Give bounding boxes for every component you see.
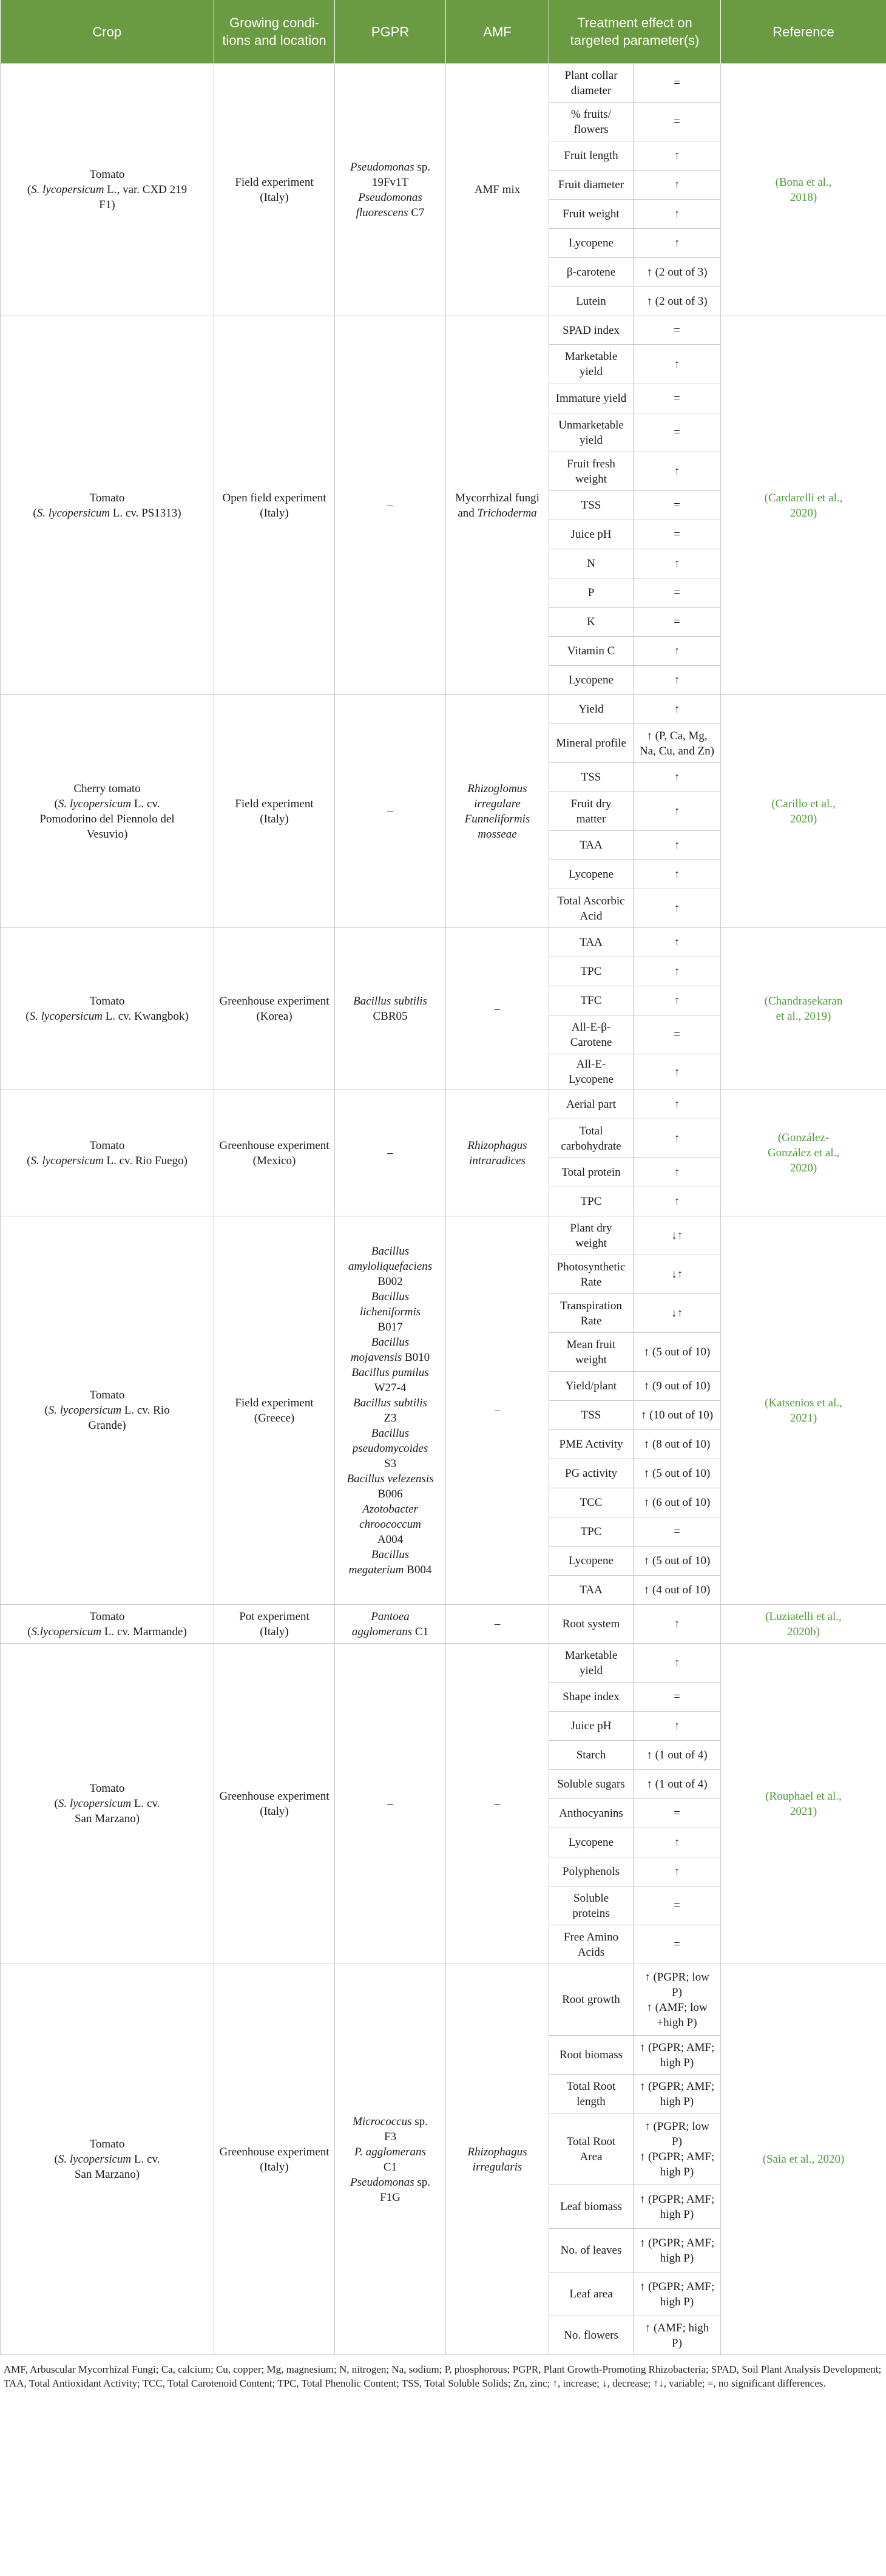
cell-effect: ↑ bbox=[634, 695, 721, 724]
cell-effect: ↑ (8 out of 10) bbox=[634, 1430, 721, 1459]
cell-parameter: Yield bbox=[549, 695, 634, 724]
cell-reference[interactable]: (Luziatelli et al., 2020b) bbox=[721, 1605, 886, 1644]
table-row bbox=[1, 316, 886, 345]
cell-effect: ↑ bbox=[634, 957, 721, 986]
cell-effect: = bbox=[634, 491, 721, 520]
cell-effect: ↑ bbox=[634, 1090, 721, 1119]
cell-parameter: Lutein bbox=[549, 287, 634, 316]
cell-pgpr: Micrococcus sp. F3 P. agglomerans C1 Pseudomonas sp. F1G bbox=[335, 1964, 446, 2355]
cell-crop: Cherry tomato (S. lycopersicum L. cv. Pomodorino del Piennolo del Vesuvio) bbox=[1, 695, 214, 928]
cell-pgpr: – bbox=[335, 1644, 446, 1964]
cell-effect: ↑ (PGPR; AMF; high P) bbox=[634, 2075, 721, 2113]
cell-effect: ↑ bbox=[634, 1712, 721, 1741]
cell-parameter: Lycopene bbox=[549, 229, 634, 258]
cell-effect: = bbox=[634, 1925, 721, 1964]
cell-effect: = bbox=[634, 1517, 721, 1547]
cell-parameter: Fruit fresh weight bbox=[549, 452, 634, 491]
cell-effect: ↑ bbox=[634, 1158, 721, 1187]
cell-effect: ↓↑ bbox=[634, 1216, 721, 1255]
cell-effect: ↑ (1 out of 4) bbox=[634, 1741, 721, 1770]
cell-parameter: PME Activity bbox=[549, 1430, 634, 1459]
cell-crop: Tomato (S.lycopersicum L. cv. Marmande) bbox=[1, 1605, 214, 1644]
cell-reference[interactable]: (Bona et al., 2018) bbox=[721, 64, 886, 316]
cell-parameter: Polyphenols bbox=[549, 1857, 634, 1886]
cell-parameter: No. flowers bbox=[549, 2316, 634, 2355]
cell-effect: ↑ bbox=[634, 1644, 721, 1683]
cell-effect: = bbox=[634, 1683, 721, 1712]
cell-pgpr: – bbox=[335, 316, 446, 695]
cell-parameter: All-E-β- Carotene bbox=[549, 1015, 634, 1054]
cell-parameter: Total Ascorbic Acid bbox=[549, 889, 634, 928]
cell-parameter: Yield/plant bbox=[549, 1372, 634, 1401]
cell-effect: ↑ (6 out of 10) bbox=[634, 1488, 721, 1517]
cell-effect: ↑ (PGPR; AMF; high P) bbox=[634, 2185, 721, 2229]
cell-growing-conditions: Greenhouse experiment (Italy) bbox=[214, 1964, 335, 2355]
cell-effect: ↑ bbox=[634, 831, 721, 860]
cell-growing-conditions: Field experiment (Italy) bbox=[214, 64, 335, 316]
cell-parameter: Soluble proteins bbox=[549, 1886, 634, 1925]
cell-effect: ↑ (AMF; high P) bbox=[634, 2316, 721, 2355]
cell-parameter: All-E-Lycopene bbox=[549, 1054, 634, 1090]
cell-pgpr: Bacillus amyloliquefaciens B002 Bacillus licheniformis B017 Bacillus mojavensis B010 Bacillus pumilus W27-4 Bacillus subtilis Z3 Bacillus pseudomycoides S3 Bacillus velezensis B006 Azotobacter chroococcum A004 Bacillus megaterium B004 bbox=[335, 1216, 446, 1605]
cell-parameter: SPAD index bbox=[549, 316, 634, 345]
cell-parameter: Root growth bbox=[549, 1964, 634, 2036]
cell-parameter: Unmarketable yield bbox=[549, 413, 634, 452]
cell-reference[interactable]: (González- González et al., 2020) bbox=[721, 1090, 886, 1216]
cell-parameter: Total Root Area bbox=[549, 2113, 634, 2185]
cell-effect: ↑ bbox=[634, 666, 721, 695]
cell-effect: ↑ (PGPR; AMF; high P) bbox=[634, 2273, 721, 2316]
cell-effect: ↑ (5 out of 10) bbox=[634, 1459, 721, 1488]
header-crop: Crop bbox=[1, 0, 214, 64]
cell-amf: Mycorrhizal fungi and Trichoderma bbox=[446, 316, 549, 695]
cell-effect: = bbox=[634, 578, 721, 608]
cell-reference[interactable]: (Katsenios et al., 2021) bbox=[721, 1216, 886, 1605]
cell-parameter: Root system bbox=[549, 1605, 634, 1644]
cell-amf: – bbox=[446, 928, 549, 1090]
cell-parameter: Vitamin C bbox=[549, 637, 634, 666]
cell-effect: ↑ bbox=[634, 345, 721, 384]
cell-parameter: N bbox=[549, 549, 634, 578]
cell-parameter: PG activity bbox=[549, 1459, 634, 1488]
cell-effect: ↑ bbox=[634, 1119, 721, 1158]
table-row bbox=[1, 1644, 886, 1683]
cell-parameter: Shape index bbox=[549, 1683, 634, 1712]
cell-parameter: Plant dry weight bbox=[549, 1216, 634, 1255]
cell-effect: = bbox=[634, 608, 721, 637]
cell-effect: ↑ (5 out of 10) bbox=[634, 1547, 721, 1576]
cell-crop: Tomato (S. lycopersicum L. cv. Rio Fuego) bbox=[1, 1090, 214, 1216]
cell-parameter: TPC bbox=[549, 957, 634, 986]
cell-reference[interactable]: (Carillo et al., 2020) bbox=[721, 695, 886, 928]
cell-parameter: Root biomass bbox=[549, 2036, 634, 2075]
cell-effect: ↑ (1 out of 4) bbox=[634, 1770, 721, 1799]
cell-amf: Rhizophagus intraradices bbox=[446, 1090, 549, 1216]
table-row bbox=[1, 1605, 886, 1644]
cell-parameter: Fruit length bbox=[549, 141, 634, 171]
cell-parameter: Total Root length bbox=[549, 2075, 634, 2113]
cell-pgpr: – bbox=[335, 1090, 446, 1216]
cell-effect: = bbox=[634, 64, 721, 103]
cell-parameter: Total carbohydrate bbox=[549, 1119, 634, 1158]
cell-effect: ↑ bbox=[634, 171, 721, 200]
cell-growing-conditions: Pot experiment (Italy) bbox=[214, 1605, 335, 1644]
cell-reference[interactable]: (Chandrasekaran et al., 2019) bbox=[721, 928, 886, 1090]
cell-parameter: Starch bbox=[549, 1741, 634, 1770]
cell-effect: ↑ bbox=[634, 889, 721, 928]
cell-amf: – bbox=[446, 1605, 549, 1644]
table-row bbox=[1, 928, 886, 957]
cell-parameter: K bbox=[549, 608, 634, 637]
cell-effect: ↑ bbox=[634, 229, 721, 258]
cell-effect: ↑ bbox=[634, 1857, 721, 1886]
cell-parameter: Photosynthetic Rate bbox=[549, 1255, 634, 1294]
cell-parameter: Juice pH bbox=[549, 1712, 634, 1741]
cell-parameter: Mean fruit weight bbox=[549, 1333, 634, 1372]
cell-effect: ↑ bbox=[634, 549, 721, 578]
cell-pgpr: – bbox=[335, 695, 446, 928]
cell-crop: Tomato (S. lycopersicum L. cv. San Marzano) bbox=[1, 1644, 214, 1964]
cell-parameter: Fruit weight bbox=[549, 200, 634, 229]
cell-parameter: Anthocyanins bbox=[549, 1799, 634, 1828]
table-body bbox=[1, 64, 886, 2355]
cell-growing-conditions: Field experiment (Italy) bbox=[214, 695, 335, 928]
cell-effect: ↑ (10 out of 10) bbox=[634, 1401, 721, 1430]
cell-parameter: Plant collar diameter bbox=[549, 64, 634, 103]
cell-pgpr: Pseudomonas sp. 19Fv1T Pseudomonas fluorescens C7 bbox=[335, 64, 446, 316]
cell-effect: ↑ (P, Ca, Mg, Na, Cu, and Zn) bbox=[634, 724, 721, 763]
cell-parameter: TAA bbox=[549, 831, 634, 860]
cell-effect: ↑ (PGPR; AMF; high P) bbox=[634, 2036, 721, 2075]
cell-parameter: TSS bbox=[549, 491, 634, 520]
cell-effect: ↑ bbox=[634, 452, 721, 491]
cell-effect: = bbox=[634, 384, 721, 413]
cell-parameter: TAA bbox=[549, 1576, 634, 1605]
table-row bbox=[1, 695, 886, 724]
cell-reference[interactable]: (Rouphael et al., 2021) bbox=[721, 1644, 886, 1964]
cell-effect: ↑ (4 out of 10) bbox=[634, 1576, 721, 1605]
cell-effect: = bbox=[634, 103, 721, 141]
cell-effect: ↑ (2 out of 3) bbox=[634, 258, 721, 287]
cell-reference[interactable]: (Cardarelli et al., 2020) bbox=[721, 316, 886, 695]
cell-parameter: % fruits/ flowers bbox=[549, 103, 634, 141]
cell-parameter: TPC bbox=[549, 1517, 634, 1547]
cell-amf: – bbox=[446, 1216, 549, 1605]
cell-parameter: TFC bbox=[549, 986, 634, 1015]
cell-parameter: TSS bbox=[549, 1401, 634, 1430]
cell-growing-conditions: Open field experiment (Italy) bbox=[214, 316, 335, 695]
cell-pgpr: Pantoea agglomerans C1 bbox=[335, 1605, 446, 1644]
header-reference: Reference bbox=[721, 0, 886, 64]
cell-growing-conditions: Field experiment (Greece) bbox=[214, 1216, 335, 1605]
cell-parameter: Aerial part bbox=[549, 1090, 634, 1119]
cell-crop: Tomato (S. lycopersicum L. cv. Kwangbok) bbox=[1, 928, 214, 1090]
cell-effect: = bbox=[634, 316, 721, 345]
cell-parameter: Fruit dry matter bbox=[549, 792, 634, 831]
cell-parameter: Juice pH bbox=[549, 520, 634, 549]
cell-growing-conditions: Greenhouse experiment (Mexico) bbox=[214, 1090, 335, 1216]
cell-effect: ↑ bbox=[634, 1828, 721, 1857]
cell-parameter: Marketable yield bbox=[549, 345, 634, 384]
cell-parameter: Mineral profile bbox=[549, 724, 634, 763]
cell-effect: = bbox=[634, 1015, 721, 1054]
cell-parameter: Lycopene bbox=[549, 1828, 634, 1857]
cell-effect: ↑ bbox=[634, 1605, 721, 1644]
table-footnote: AMF, Arbuscular Mycorrhizal Fungi; Ca, calcium; Cu, copper; Mg, magnesium; N, nitrogen; Na, sodium; P, phosphorous; PGPR, Plant Growth-Promoting Rhizobacteria; SPAD, Soil Plant Analysis Development; TAA, Total Antioxidant Activity; TCC, Total Carotenoid Content; TPC, Total Phenolic Content; TSS, Total Soluble Solids; Zn, zinc; ↑, increase; ↓, decrease; ↑↓, variable; =, no significant differences. bbox=[4, 2364, 882, 2389]
cell-effect: = bbox=[634, 1886, 721, 1925]
cell-effect: ↑ bbox=[634, 860, 721, 889]
cell-parameter: Lycopene bbox=[549, 666, 634, 695]
cell-effect: ↑ bbox=[634, 1054, 721, 1090]
cell-effect: ↑ (2 out of 3) bbox=[634, 287, 721, 316]
cell-parameter: Lycopene bbox=[549, 860, 634, 889]
cell-amf: AMF mix bbox=[446, 64, 549, 316]
cell-effect: ↑ (9 out of 10) bbox=[634, 1372, 721, 1401]
cell-crop: Tomato (S. lycopersicum L. cv. PS1313) bbox=[1, 316, 214, 695]
cell-parameter: β-carotene bbox=[549, 258, 634, 287]
cell-effect: ↑ bbox=[634, 200, 721, 229]
cell-crop: Tomato (S. lycopersicum L. cv. Rio Grande) bbox=[1, 1216, 214, 1605]
cell-parameter: TAA bbox=[549, 928, 634, 957]
cell-effect: ↓↑ bbox=[634, 1294, 721, 1333]
cell-growing-conditions: Greenhouse experiment (Italy) bbox=[214, 1644, 335, 1964]
cell-effect: ↑ bbox=[634, 637, 721, 666]
cell-effect: ↑ bbox=[634, 986, 721, 1015]
cell-effect: = bbox=[634, 413, 721, 452]
header-amf: AMF bbox=[446, 0, 549, 64]
cell-crop: Tomato (S. lycopersicum L., var. CXD 219 F1) bbox=[1, 64, 214, 316]
cell-parameter: TCC bbox=[549, 1488, 634, 1517]
table-row bbox=[1, 1964, 886, 2036]
cell-effect: ↑ bbox=[634, 928, 721, 957]
header-effect: Treatment effect on targeted parameter(s) bbox=[549, 0, 721, 64]
cell-effect: ↑ bbox=[634, 1187, 721, 1216]
cell-parameter: Immature yield bbox=[549, 384, 634, 413]
cell-parameter: Marketable yield bbox=[549, 1644, 634, 1683]
cell-amf: Rhizoglomus irregulare Funneliformis mosseae bbox=[446, 695, 549, 928]
cell-effect: ↑ bbox=[634, 141, 721, 171]
cell-crop: Tomato (S. lycopersicum L. cv. San Marzano) bbox=[1, 1964, 214, 2355]
cell-parameter: Leaf biomass bbox=[549, 2185, 634, 2229]
header-row bbox=[1, 0, 886, 64]
cell-parameter: Total protein bbox=[549, 1158, 634, 1187]
cell-parameter: TPC bbox=[549, 1187, 634, 1216]
header-pgpr: PGPR bbox=[335, 0, 446, 64]
cell-effect: ↑ bbox=[634, 763, 721, 792]
cell-pgpr: Bacillus subtilis CBR05 bbox=[335, 928, 446, 1090]
cell-effect: ↑ (5 out of 10) bbox=[634, 1333, 721, 1372]
cell-parameter: Transpiration Rate bbox=[549, 1294, 634, 1333]
cell-parameter: Fruit diameter bbox=[549, 171, 634, 200]
cell-parameter: TSS bbox=[549, 763, 634, 792]
cell-growing-conditions: Greenhouse experiment (Korea) bbox=[214, 928, 335, 1090]
cell-effect: ↑ (PGPR; low P) ↑ (PGPR; AMF; high P) bbox=[634, 2113, 721, 2185]
cell-effect: ↑ bbox=[634, 792, 721, 831]
cell-amf: Rhizophagus irregularis bbox=[446, 1964, 549, 2355]
cell-effect: ↑ (PGPR; AMF; high P) bbox=[634, 2229, 721, 2273]
cell-effect: ↓↑ bbox=[634, 1255, 721, 1294]
cell-reference[interactable]: (Saia et al., 2020) bbox=[721, 1964, 886, 2355]
cell-parameter: Lycopene bbox=[549, 1547, 634, 1576]
cell-parameter: P bbox=[549, 578, 634, 608]
table-row bbox=[1, 1216, 886, 1255]
header-growing: Growing condi- tions and location bbox=[214, 0, 335, 64]
cell-effect: ↑ (PGPR; low P) ↑ (AMF; low +high P) bbox=[634, 1964, 721, 2036]
cell-parameter: No. of leaves bbox=[549, 2229, 634, 2273]
cell-parameter: Free Amino Acids bbox=[549, 1925, 634, 1964]
cell-effect: = bbox=[634, 520, 721, 549]
table-row bbox=[1, 1090, 886, 1119]
cell-amf: – bbox=[446, 1644, 549, 1964]
table-row bbox=[1, 64, 886, 103]
cell-parameter: Soluble sugars bbox=[549, 1770, 634, 1799]
cell-parameter: Leaf area bbox=[549, 2273, 634, 2316]
cell-effect: = bbox=[634, 1799, 721, 1828]
